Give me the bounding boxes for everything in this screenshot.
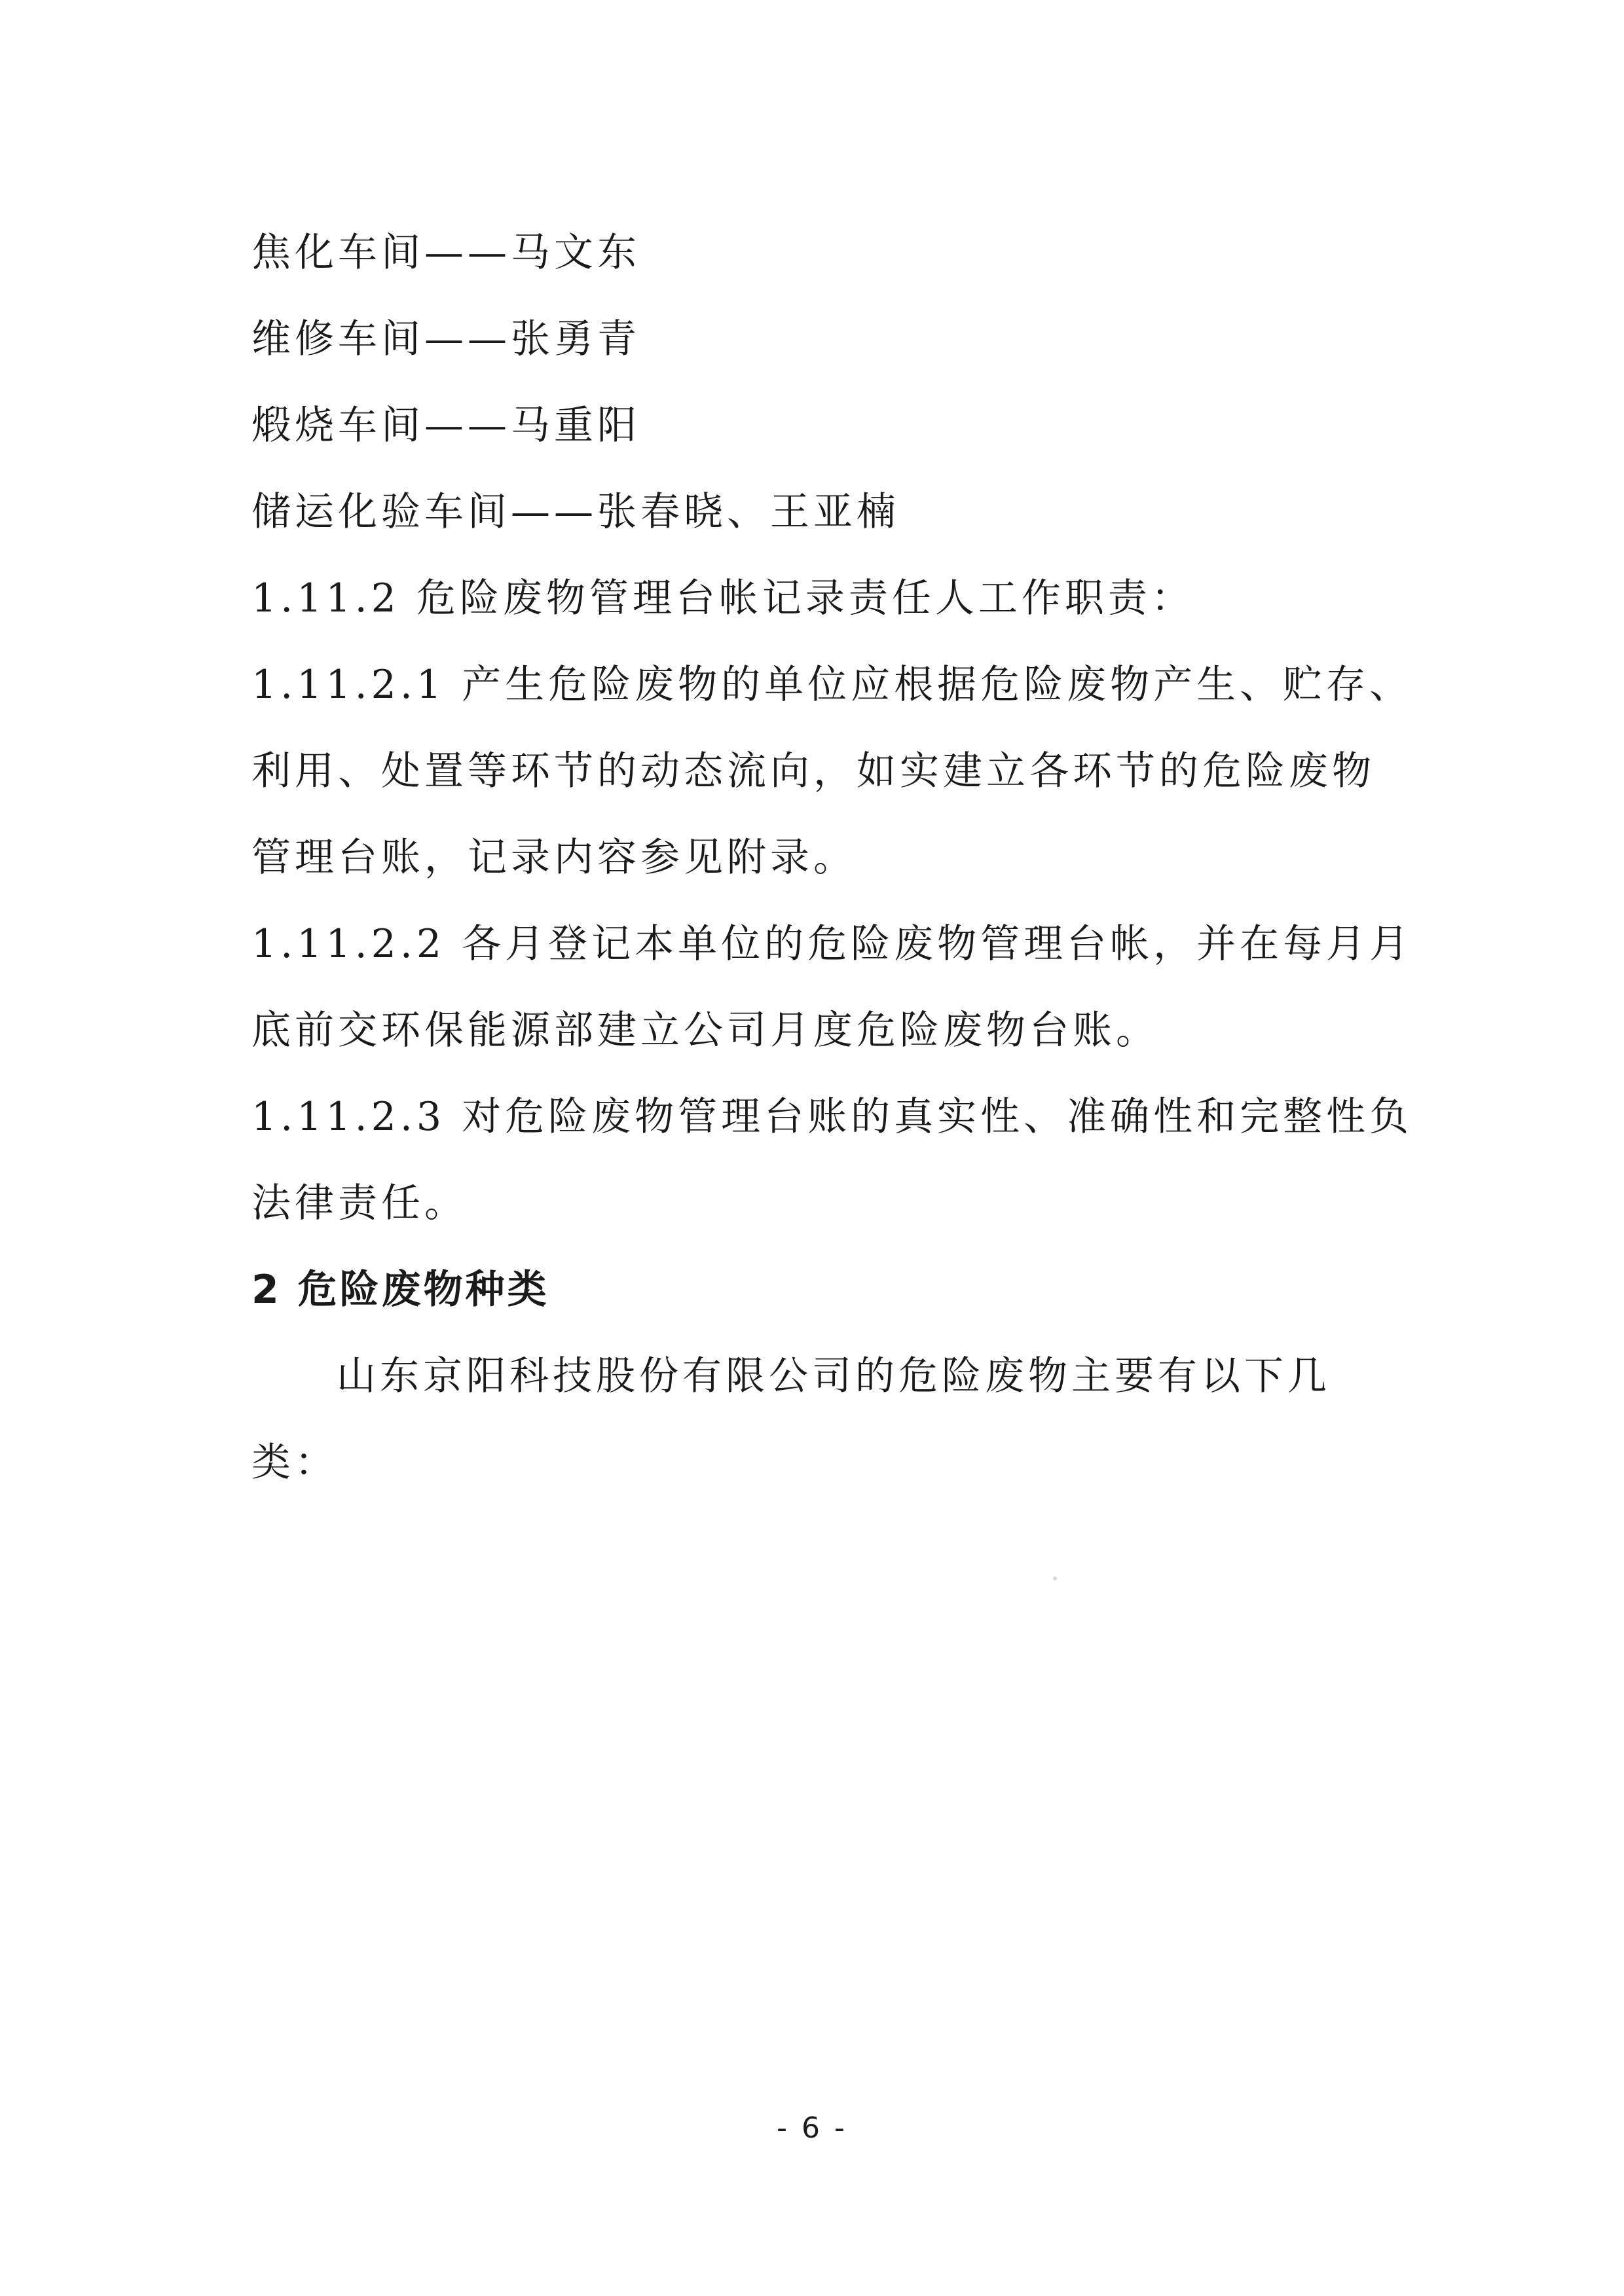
- clause-1-11-2-3-line-2: 法律责任。: [251, 1180, 468, 1226]
- responsible-person-coking: 焦化车间——马文东: [251, 230, 640, 276]
- clause-1-11-2-1-line-2: 利用、处置等环节的动态流向，如实建立各环节的危险废物: [251, 748, 1375, 794]
- page-number: - 6 -: [777, 2111, 847, 2145]
- section-2-intro-line-2: 类：: [251, 1440, 338, 1485]
- responsible-person-calcining: 煅烧车间——马重阳: [251, 403, 640, 448]
- document-body: [251, 210, 1413, 1506]
- responsible-person-storage-lab: 储运化验车间——张春晓、王亚楠: [251, 489, 900, 535]
- clause-1-11-2-3-line-1: 1.11.2.3 对危险废物管理台账的真实性、准确性和完整性负: [251, 1094, 1413, 1140]
- section-2-intro-line-1: 山东京阳科技股份有限公司的危险废物主要有以下几: [337, 1353, 1331, 1399]
- clause-1-11-2-1-line-1: 1.11.2.1 产生危险废物的单位应根据危险废物产生、贮存、: [251, 662, 1413, 708]
- scan-speck: [1053, 1576, 1057, 1580]
- clause-1-11-2-title: 1.11.2 危险废物管理台帐记录责任人工作职责：: [251, 575, 1194, 621]
- section-2-heading: 2 危险废物种类: [251, 1267, 549, 1313]
- clause-1-11-2-2-line-2: 底前交环保能源部建立公司月度危险废物台账。: [251, 1008, 1159, 1053]
- responsible-person-maintenance: 维修车间——张勇青: [251, 316, 640, 362]
- clause-1-11-2-1-line-3: 管理台账，记录内容参见附录。: [251, 835, 857, 881]
- clause-1-11-2-2-line-1: 1.11.2.2 各月登记本单位的危险废物管理台帐，并在每月月: [251, 921, 1413, 967]
